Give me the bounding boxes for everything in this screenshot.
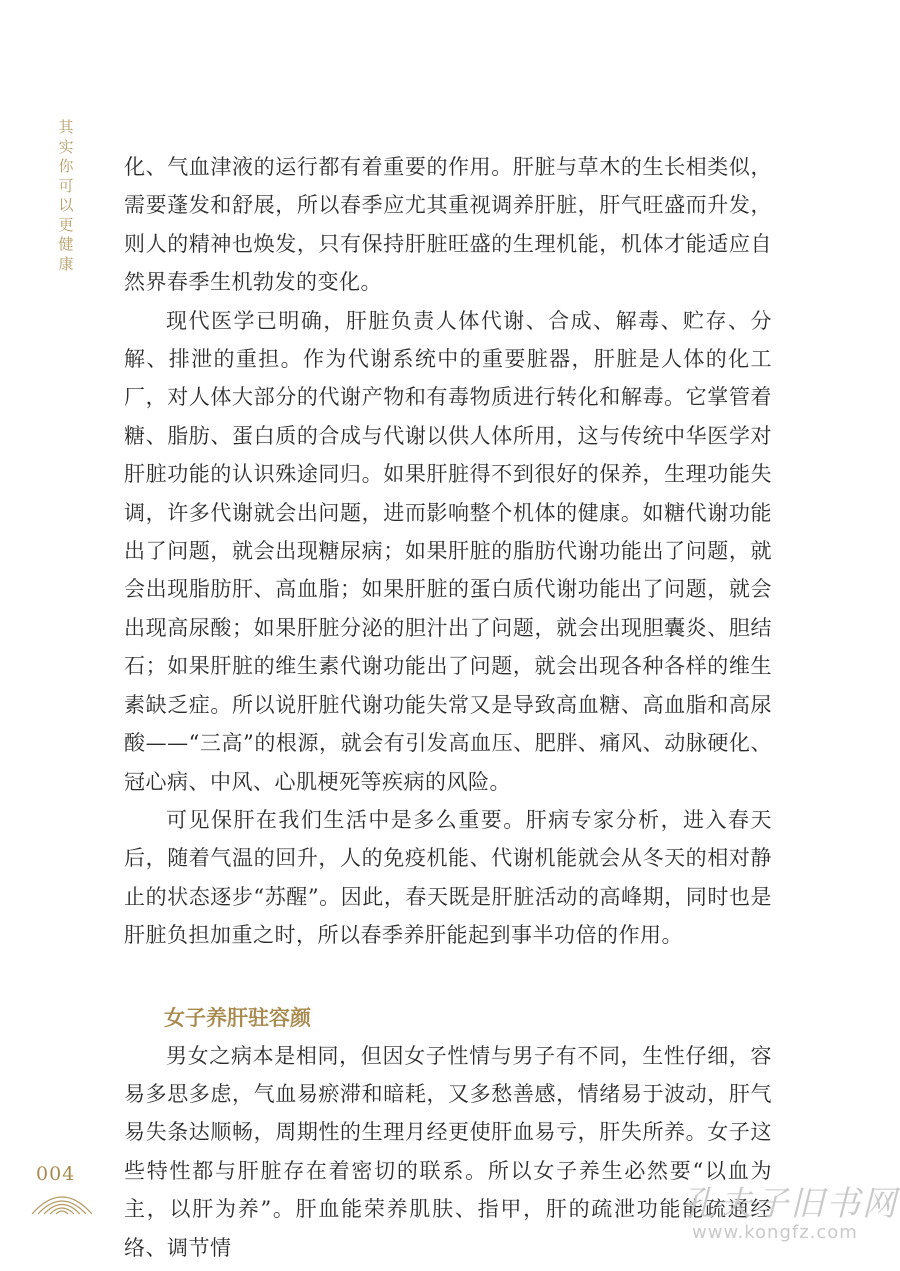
watermark-url: www.kongfz.com bbox=[692, 1222, 858, 1243]
running-title-char: 健 bbox=[58, 235, 74, 253]
body-text bbox=[124, 148, 772, 1267]
running-title-char: 更 bbox=[58, 215, 74, 234]
running-title-char: 实 bbox=[58, 137, 74, 156]
running-title bbox=[56, 118, 76, 274]
running-title-char: 你 bbox=[58, 157, 74, 175]
paragraph-spring-liver: 可见保肝在我们生活中是多么重要。肝病专家分析，进入春天后，随着气温的回升，人的免疫机能、代谢机能就会从冬天的相对静止的状态逐步“苏醒”。因此，春天既是肝脏活动的高峰期，同时也是肝脏负担加重之时，所以春季养肝能起到事半功倍的作用。 bbox=[124, 807, 772, 948]
paragraph-women-liver: 男女之病本是相同，但因女子性情与男子有不同，生性仔细，容易多思多虑，气血易瘀滞和暗耗，又多愁善感，情绪易于波动，肝气易失条达顺畅，周期性的生理月经更使肝血易亏，肝失所养。女子这些特性都与肝脏存在着密切的联系。所以女子养生必然要“以血为主，以肝为养”。肝血能荣养肌肤、指甲，肝的疏泄功能能疏通经络、调节情 bbox=[124, 1043, 772, 1260]
running-title-char: 其 bbox=[58, 118, 74, 136]
running-title-char: 以 bbox=[58, 196, 74, 214]
running-title-char: 可 bbox=[58, 176, 74, 195]
page-ornament-icon bbox=[28, 1186, 96, 1216]
paragraph-continuation: 化、气血津液的运行都有着重要的作用。肝脏与草木的生长相类似，需要蓬发和舒展，所以春季应尤其重视调养肝脏，肝气旺盛而升发，则人的精神也焕发，只有保持肝脏旺盛的生理机能，机体才能适应自然界春季生机勃发的变化。 bbox=[124, 155, 772, 295]
watermark-logo: 孔夫子旧书网 bbox=[682, 1184, 898, 1224]
running-title-char: 康 bbox=[58, 254, 74, 273]
section-heading: 女子养肝驻容颜 bbox=[164, 1004, 311, 1030]
page-number: 004 bbox=[36, 1163, 76, 1185]
paragraph-modern-medicine: 现代医学已明确，肝脏负责人体代谢、合成、解毒、贮存、分解、排泄的重担。作为代谢系统中的重要脏器，肝脏是人体的化工厂，对人体大部分的代谢产物和有毒物质进行转化和解毒。它掌管着糖、脂肪、蛋白质的合成与代谢以供人体所用，这与传统中华医学对肝脏功能的认识殊途同归。如果肝脏得不到很好的保养，生理功能失调，许多代谢就会出问题，进而影响整个机体的健康。如糖代谢功能出了问题，就会出现糖尿病；如果肝脏的脂肪代谢功能出了问题，就会出现脂肪肝、高血脂；如果肝脏的蛋白质代谢功能出了问题，就会出现高尿酸；如果肝脏分泌的胆汁出了问题，就会出现胆囊炎、胆结石；如果肝脏的维生素代谢功能出了问题，就会出现各种各样的维生素缺乏症。所以说肝脏代谢功能失常又是导致高血糖、高血脂和高尿酸——“三高”的根源，就会有引发高血压、肥胖、痛风、动脉硬化、冠心病、中风、心肌梗死等疾病的风险。 bbox=[124, 308, 772, 794]
